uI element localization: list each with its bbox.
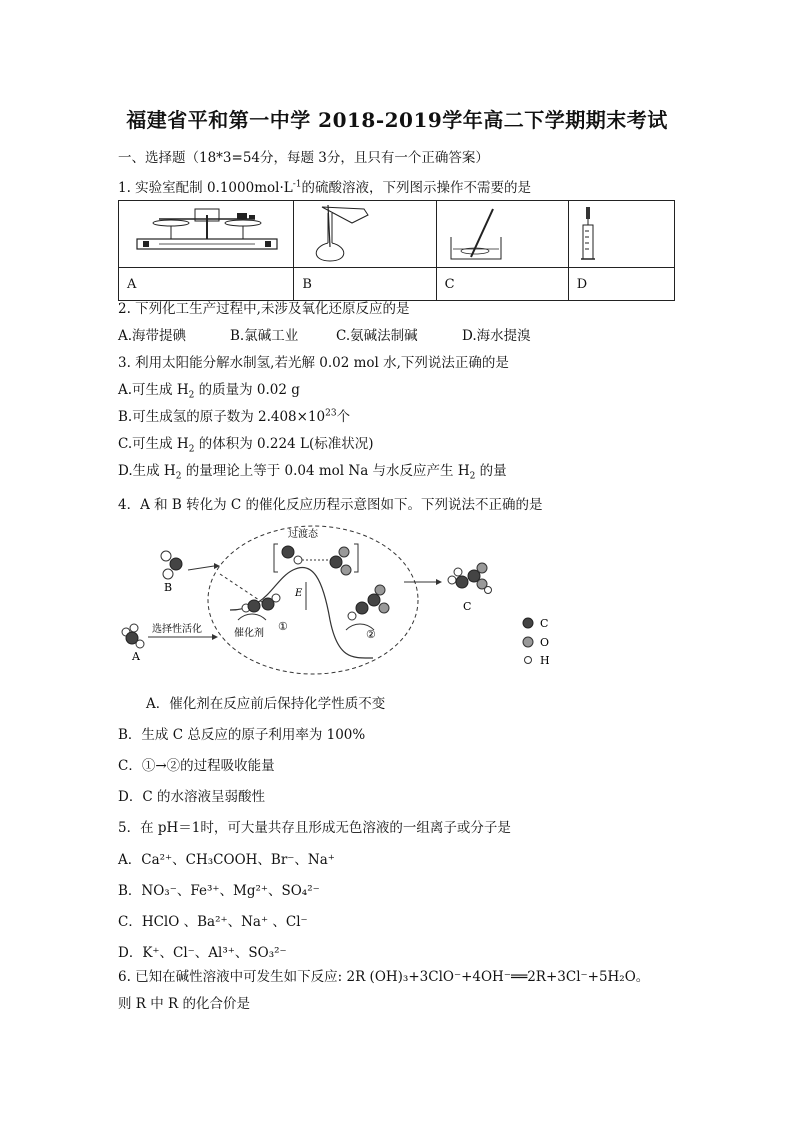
atom-legend bbox=[523, 617, 550, 667]
q3-text: 的体积为 0.224 L(标准状况) bbox=[194, 436, 374, 452]
question-6-stem: 6. 已知在碱性溶液中可发生如下反应: 2R (OH)₃+3ClO⁻+4OH⁻══2R+3Cl⁻+5H₂O。 bbox=[118, 969, 650, 985]
q2-option-c: C.氨碱法制碱 bbox=[336, 328, 418, 344]
q3-sub: 2 bbox=[188, 390, 195, 401]
question-1-stem bbox=[118, 176, 531, 196]
q3-text: 的量 bbox=[475, 463, 507, 479]
option-label-a: A bbox=[119, 268, 294, 301]
page-title: 福建省平和第一中学 2018-2019学年高二下学期期末考试 bbox=[126, 108, 668, 132]
volumetric-flask-image bbox=[294, 201, 436, 268]
question-2-options bbox=[118, 324, 531, 344]
q3-text: 的质量为 0.02 g bbox=[194, 382, 300, 398]
q2-option-a: A.海带提碘 bbox=[118, 328, 187, 344]
q4-option-b: B．生成 C 总反应的原子利用率为 100% bbox=[118, 727, 366, 743]
q3-sub: 2 bbox=[188, 444, 195, 455]
q3-option-b bbox=[118, 405, 350, 425]
q2-option-b: B.氯碱工业 bbox=[230, 328, 299, 344]
q5-option-d: D．K⁺、Cl⁻、Al³⁺、SO₃²⁻ bbox=[118, 945, 287, 961]
beaker-with-rod-icon bbox=[437, 201, 568, 263]
question-6-stem-continued: 则 R 中 R 的化合价是 bbox=[118, 996, 250, 1012]
question-3-stem: 3. 利用太阳能分解水制氢,若光解 0.02 mol 水,下列说法正确的是 bbox=[118, 355, 509, 371]
energy-label: E bbox=[295, 588, 303, 599]
q5-option-a: A．Ca²⁺、CH₃COOH、Br⁻、Na⁺ bbox=[118, 852, 335, 868]
option-label-b: B bbox=[294, 268, 436, 301]
q4-option-c: C．①→②的过程吸收能量 bbox=[118, 758, 275, 774]
q2-option-d: D.海水提溴 bbox=[462, 328, 531, 344]
q3-option-d bbox=[118, 459, 507, 482]
q3-text: C.可生成 H bbox=[118, 436, 189, 452]
graduated-cylinder-image bbox=[568, 201, 674, 268]
catalyst-label: 催化剂 bbox=[234, 628, 264, 639]
q5-option-c: C．HClO 、Ba²⁺、Na⁺ 、Cl⁻ bbox=[118, 914, 308, 930]
section-heading: 一、选择题（18*3=54分，每题 3分，且只有一个正确答案） bbox=[118, 150, 489, 166]
balance-image bbox=[119, 201, 294, 268]
legend-oxygen: O bbox=[540, 636, 550, 649]
q3-option-a bbox=[118, 378, 300, 401]
selective-activation-label: 选择性活化 bbox=[152, 624, 202, 635]
transition-state-label: 过渡态 bbox=[288, 529, 318, 540]
option-label-c: C bbox=[436, 268, 568, 301]
balance-icon bbox=[119, 201, 293, 263]
q3-text: B.可生成氢的原子数为 2.408×10 bbox=[118, 409, 326, 425]
option-label-d: D bbox=[568, 268, 674, 301]
q3-text: D.生成 H bbox=[118, 463, 176, 479]
question-4-stem: 4．A 和 B 转化为 C 的催化反应历程示意图如下。下列说法不正确的是 bbox=[118, 497, 543, 513]
volumetric-flask-icon bbox=[294, 201, 435, 263]
q3-option-c bbox=[118, 432, 374, 455]
molecule-a-icon bbox=[122, 624, 144, 648]
q4-option-a: A．催化剂在反应前后保持化学性质不变 bbox=[146, 696, 386, 712]
catalyst-site-1-icon bbox=[238, 594, 280, 620]
label-a: A bbox=[132, 650, 140, 663]
step-2-label: ② bbox=[366, 628, 376, 641]
molecule-b-icon bbox=[161, 551, 182, 579]
legend-hydrogen: H bbox=[540, 654, 550, 667]
q1-stem-part: 的硫酸溶液，下列图示操作不需要的是 bbox=[301, 180, 531, 196]
q3-sub: 2 bbox=[175, 471, 182, 482]
molecule-c-icon bbox=[448, 563, 492, 594]
q3-sup: 23 bbox=[325, 408, 337, 419]
q1-stem-sup: -1 bbox=[292, 179, 302, 190]
catalyst-site-2-icon bbox=[346, 585, 389, 630]
catalytic-reaction-diagram bbox=[118, 520, 568, 678]
question-2-stem: 2. 下列化工生产过程中,未涉及氧化还原反应的是 bbox=[118, 301, 410, 317]
q1-stem-part: 1. 实验室配制 0.1000mol·L bbox=[118, 180, 293, 196]
question-1-options-table bbox=[118, 200, 675, 301]
graduated-cylinder-icon bbox=[569, 201, 674, 263]
q3-sub: 2 bbox=[469, 471, 476, 482]
q3-text: 的量理论上等于 0.04 mol Na 与水反应产生 H bbox=[181, 463, 470, 479]
q4-option-d: D．C 的水溶液呈弱酸性 bbox=[118, 789, 265, 805]
q3-text: A.可生成 H bbox=[118, 382, 189, 398]
beaker-stir-image bbox=[436, 201, 568, 268]
label-b: B bbox=[164, 581, 173, 594]
legend-carbon: C bbox=[540, 617, 549, 630]
label-c: C bbox=[463, 600, 472, 613]
question-5-stem: 5．在 pH＝1时，可大量共存且形成无色溶液的一组离子或分子是 bbox=[118, 820, 511, 836]
q3-text: 个 bbox=[336, 409, 351, 425]
q5-option-b: B．NO₃⁻、Fe³⁺、Mg²⁺、SO₄²⁻ bbox=[118, 883, 320, 899]
step-1-label: ① bbox=[278, 620, 288, 633]
